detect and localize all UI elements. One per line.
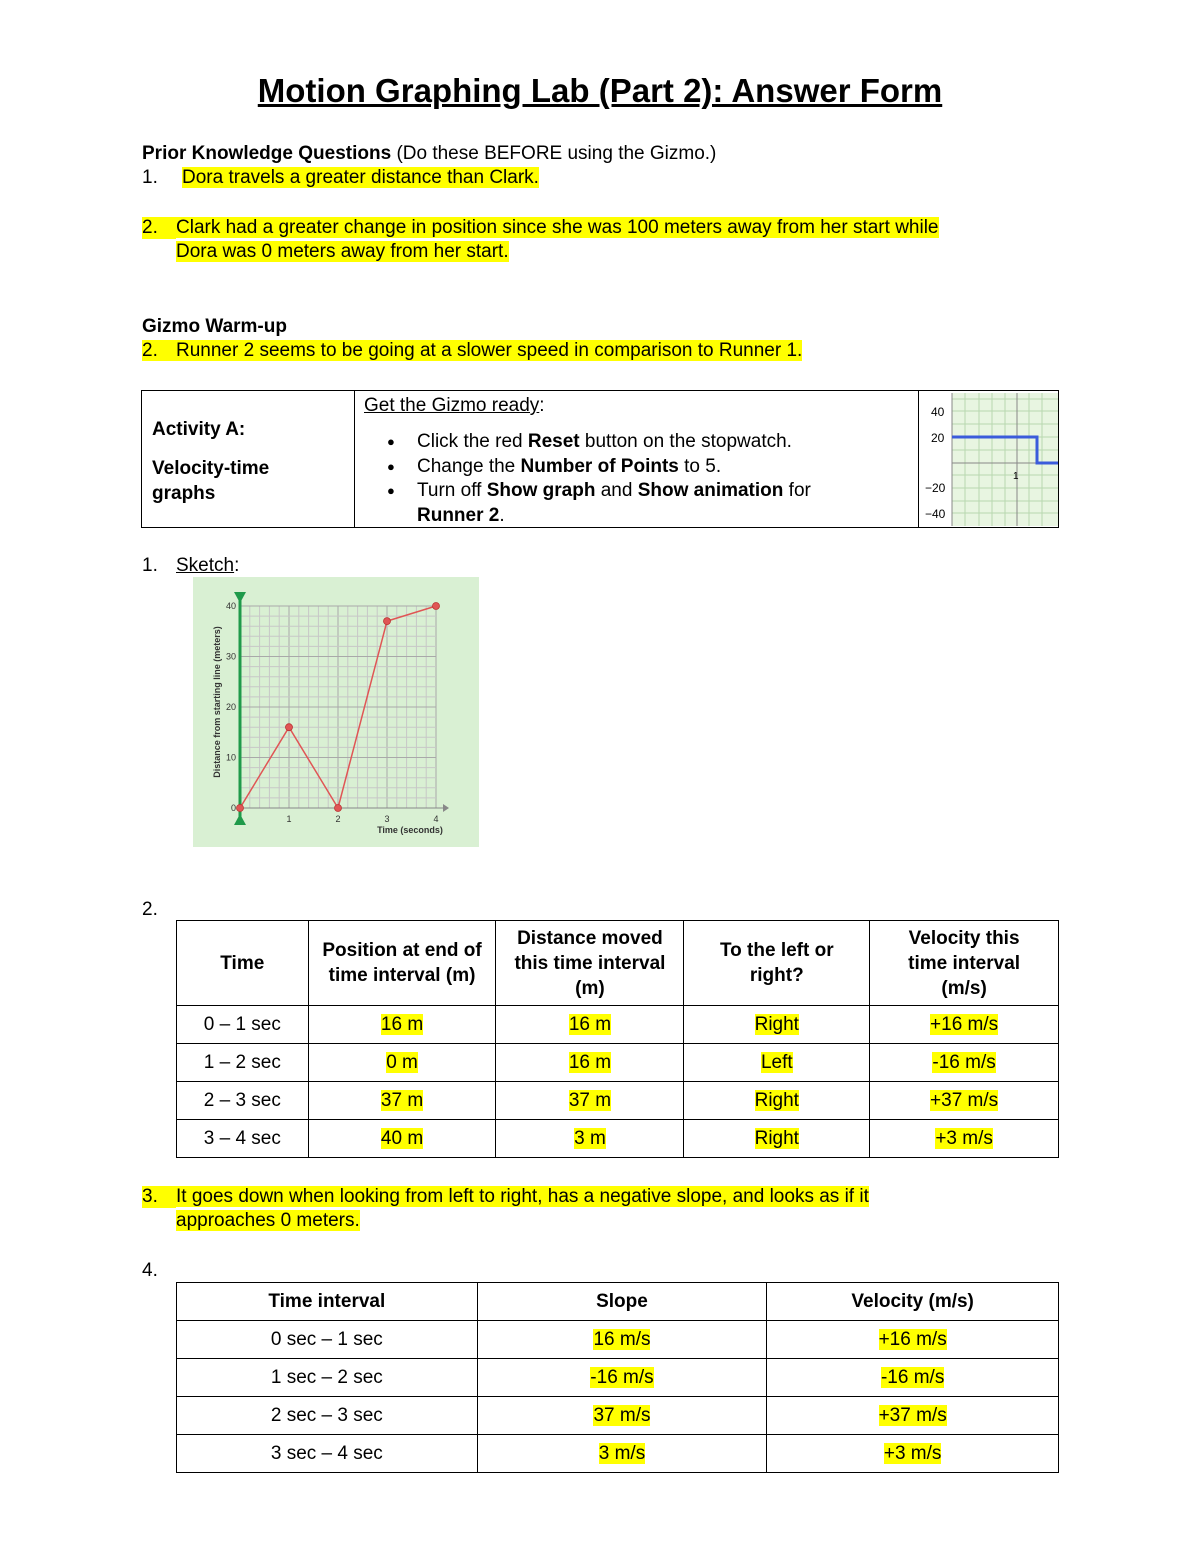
- warmup-q2-answer: Runner 2 seems to be going at a slower speed in comparison to Runner 1.: [176, 340, 803, 361]
- table-row: [177, 1082, 1059, 1120]
- table-cell: 3 – 4 sec: [177, 1120, 309, 1158]
- warmup-heading: Gizmo Warm-up: [142, 316, 287, 337]
- prior-q2-answer-line1: Clark had a greater change in position since she was 100 meters away from her start while: [176, 217, 939, 238]
- y-tick-label-20: 20: [225, 702, 236, 712]
- col-header-slope: Slope: [477, 1283, 767, 1321]
- y-tick-label-30: 30: [225, 651, 236, 662]
- sketch-number: 1.: [142, 555, 158, 576]
- x-tick-label-1: 1: [286, 814, 292, 824]
- table-cell: -16 m/s: [932, 1051, 996, 1073]
- table-row: [177, 1359, 1059, 1397]
- chart-y-label: Distance from starting line (meters): [212, 626, 222, 778]
- col-header-time: Time: [177, 921, 309, 1006]
- table-cell: 37 m: [380, 1089, 424, 1111]
- col-header-velocity: Velocity (m/s): [767, 1283, 1059, 1321]
- table-cell: 16 m: [380, 1013, 424, 1035]
- sketch-label: Sketch: [176, 555, 235, 576]
- prior-q2: [142, 217, 939, 239]
- activity-a-instructions-cell: [355, 391, 919, 527]
- table-cell: 16 m/s: [593, 1328, 651, 1350]
- q3-answer: [142, 1186, 869, 1208]
- step-reset: ● Click the red Reset button on the stopwatch.: [385, 430, 811, 455]
- table-cell: 2 – 3 sec: [177, 1082, 309, 1120]
- position-time-chart: [193, 577, 479, 847]
- table-cell: 0 m: [386, 1051, 418, 1073]
- velocity-thumbnail-svg: [919, 391, 1058, 527]
- q3-answer-line2: approaches 0 meters.: [176, 1210, 360, 1231]
- prior-knowledge-heading: Prior Knowledge Questions: [142, 143, 392, 164]
- data-point[interactable]: [286, 724, 293, 731]
- table-cell: -16 m/s: [880, 1366, 945, 1388]
- velocity-graph-thumbnail: [919, 391, 1058, 527]
- q3-answer-line1: It goes down when looking from left to right, has a negative slope, and looks as if it: [176, 1186, 869, 1207]
- prior-q1-answer: Dora travels a greater distance than Clark.: [182, 167, 539, 188]
- col-header-velocity: Velocity this time interval (m/s): [870, 921, 1059, 1006]
- get-ready-colon: :: [539, 395, 545, 416]
- table-cell: 37 m: [568, 1089, 612, 1111]
- step-number-of-points: ● Change the Number of Points to 5.: [385, 455, 811, 480]
- activity-a-label-cell: [142, 391, 355, 527]
- page-title: Motion Graphing Lab (Part 2): Answer Form: [257, 72, 943, 109]
- prior-q2-number: 2.: [142, 217, 176, 239]
- table-cell: 1 – 2 sec: [177, 1044, 309, 1082]
- table-header-row: [177, 1283, 1059, 1321]
- table-cell: 40 m: [380, 1127, 424, 1149]
- table-row: [177, 1006, 1059, 1044]
- table-cell: -16 m/s: [590, 1366, 654, 1388]
- table-cell: 0 sec – 1 sec: [177, 1321, 478, 1359]
- x-tick-label-3: 3: [384, 814, 390, 824]
- table-cell: 3 m: [574, 1127, 606, 1149]
- thumb-label-20: 20: [931, 431, 945, 445]
- x-tick-label-2: 2: [335, 814, 341, 824]
- q2-table-number: 2.: [142, 899, 158, 920]
- q4-table-number: 4.: [142, 1260, 158, 1281]
- table-row: [177, 1044, 1059, 1082]
- col-header-position: Position at end of time interval (m): [308, 921, 496, 1006]
- prior-q1-number: 1.: [142, 167, 158, 188]
- table-cell: 0 – 1 sec: [177, 1006, 309, 1044]
- thumb-label-40: 40: [931, 405, 945, 419]
- warmup-q2-number: 2.: [142, 340, 158, 361]
- thumb-label-neg20: −20: [925, 481, 946, 495]
- table-cell: 3 sec – 4 sec: [177, 1435, 478, 1473]
- data-point[interactable]: [335, 805, 342, 812]
- chart-x-label: Time (seconds): [377, 825, 443, 835]
- table-cell: +3 m/s: [883, 1442, 942, 1464]
- prior-q1: [142, 167, 539, 189]
- sketch-colon: :: [234, 555, 240, 576]
- table-cell: 16 m: [568, 1013, 612, 1035]
- activity-a-label: Activity A:: [152, 419, 246, 440]
- chart-grid: [240, 606, 436, 808]
- activity-a-box: [141, 390, 1059, 528]
- prior-q2-answer-line2: Dora was 0 meters away from her start.: [176, 241, 509, 262]
- table-cell: Right: [754, 1127, 799, 1149]
- table-row: [177, 1120, 1059, 1158]
- table-cell: +37 m/s: [878, 1404, 947, 1426]
- warmup-q2: [142, 340, 802, 362]
- activity-a-subtitle: Velocity-time graphs: [152, 458, 270, 504]
- table-cell: 37 m/s: [593, 1404, 651, 1426]
- prior-knowledge-note: (Do these BEFORE using the Gizmo.): [396, 143, 717, 164]
- y-tick-label-0: 0: [230, 803, 236, 813]
- slope-velocity-table: [176, 1282, 1059, 1473]
- data-point[interactable]: [384, 618, 391, 625]
- y-tick-label-10: 10: [225, 752, 236, 763]
- get-ready-list: [385, 430, 811, 528]
- col-header-time-interval: Time interval: [177, 1283, 478, 1321]
- table-cell: 16 m: [568, 1051, 612, 1073]
- col-header-direction: To the left or right?: [684, 921, 870, 1006]
- x-tick-label-4: 4: [433, 814, 439, 824]
- data-point[interactable]: [237, 805, 244, 812]
- table-cell: 1 sec – 2 sec: [177, 1359, 478, 1397]
- step-turn-off: ● Turn off Show graph and Show animation for Runner 2.: [385, 479, 811, 528]
- col-header-distance: Distance moved this time interval (m): [496, 921, 684, 1006]
- sketch-line: [142, 555, 239, 577]
- table-cell: +16 m/s: [878, 1328, 947, 1350]
- thumb-label-neg40: −40: [925, 507, 946, 521]
- q3-number: 3.: [142, 1186, 176, 1208]
- get-ready-heading: Get the Gizmo ready: [364, 395, 540, 416]
- prior-knowledge-heading-line: [142, 143, 716, 165]
- table-cell: Right: [754, 1089, 799, 1111]
- data-point[interactable]: [433, 603, 440, 610]
- thumb-label-1: 1: [1013, 471, 1019, 482]
- table-row: [177, 1435, 1059, 1473]
- table-row: [177, 1321, 1059, 1359]
- table-header-row: [177, 921, 1059, 1006]
- table-cell: 3 m/s: [598, 1442, 646, 1464]
- table-row: [177, 1397, 1059, 1435]
- velocity-interval-table: [176, 920, 1059, 1158]
- table-cell: +3 m/s: [935, 1127, 993, 1149]
- table-cell: 2 sec – 3 sec: [177, 1397, 478, 1435]
- table-cell: Left: [760, 1051, 793, 1073]
- table-cell: Right: [754, 1013, 799, 1035]
- table-cell: +37 m/s: [930, 1089, 999, 1111]
- y-tick-label-40: 40: [225, 601, 236, 611]
- table-cell: +16 m/s: [930, 1013, 999, 1035]
